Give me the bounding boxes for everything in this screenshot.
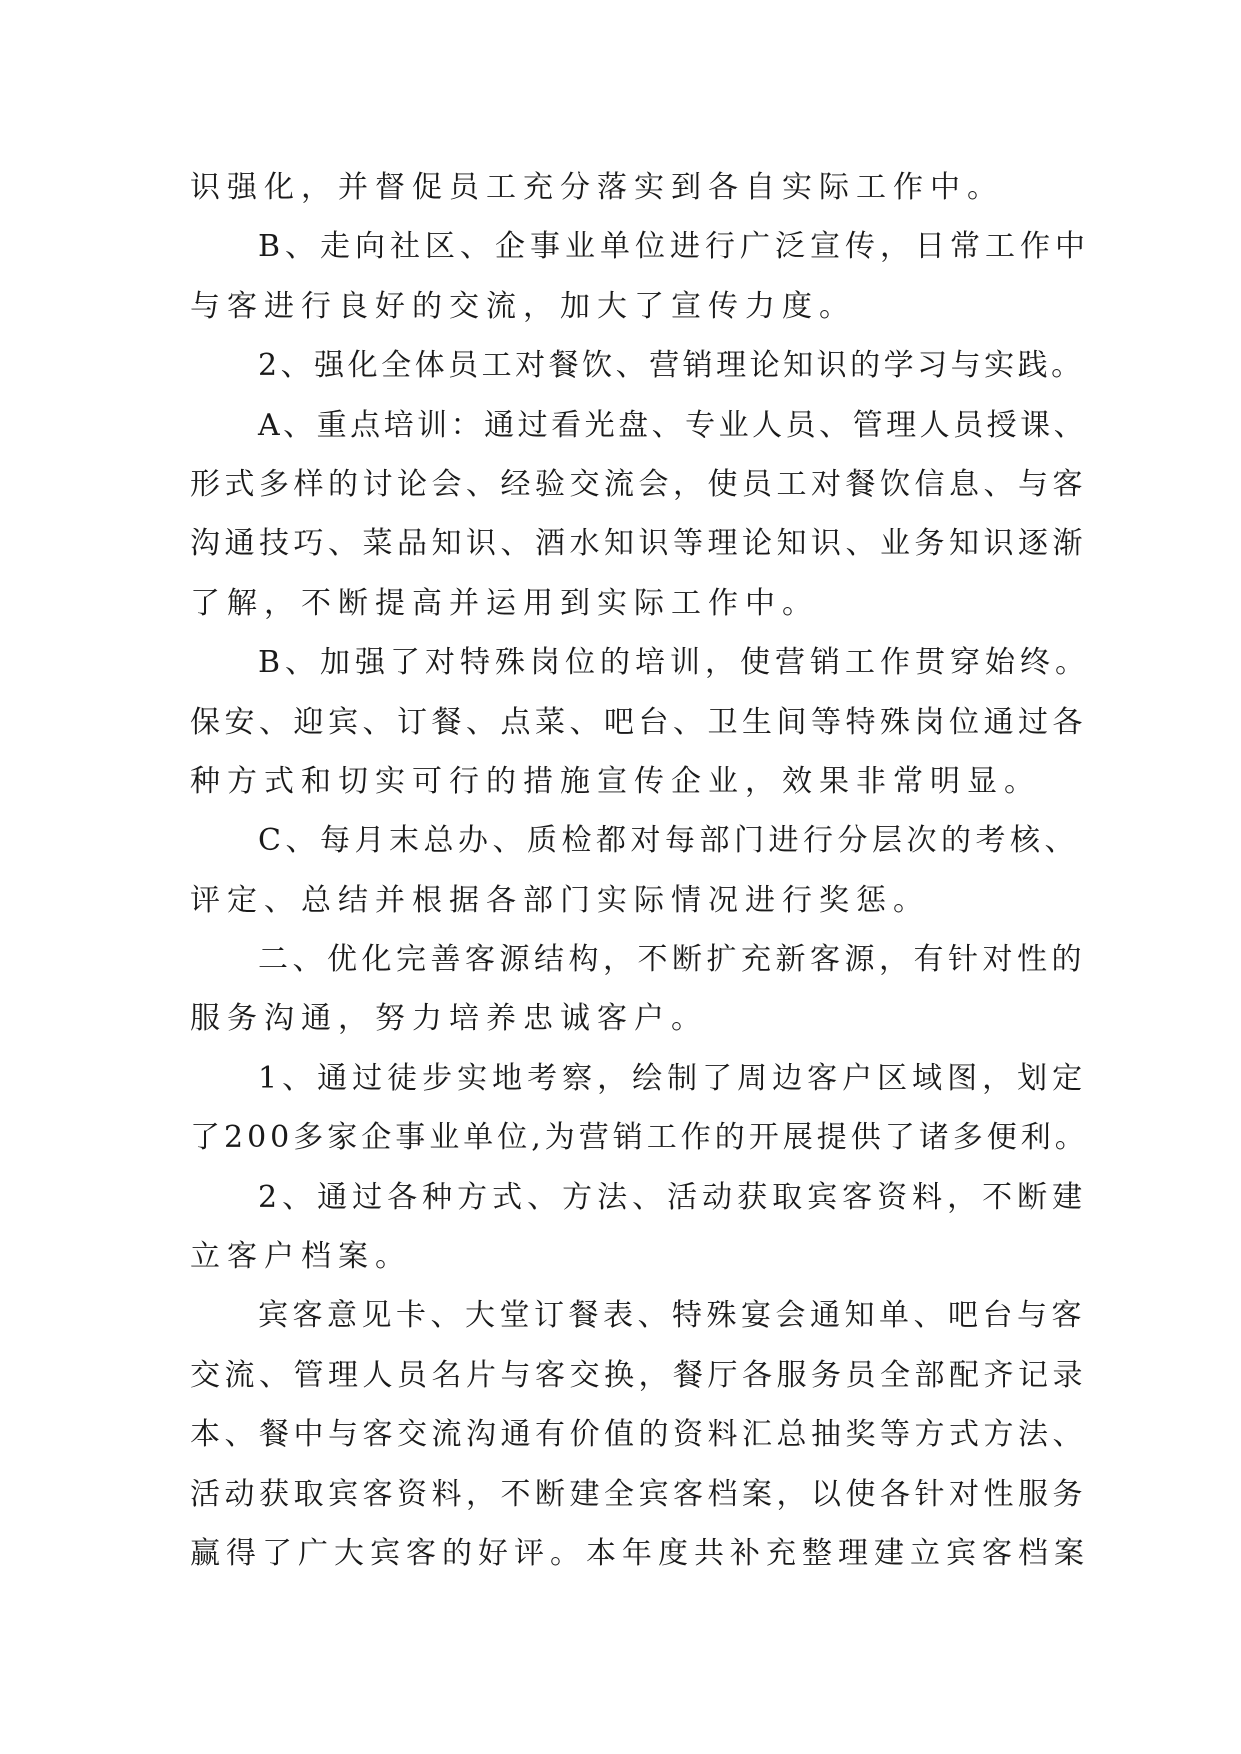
text-line: 沟通技巧、菜品知识、酒水知识等理论知识、业务知识逐渐 [190,526,1087,562]
text-line: 保安、迎宾、订餐、点菜、吧台、卫生间等特殊岗位通过各 [190,704,1087,740]
text-line: 识强化，并督促员工充分落实到各自实际工作中。 [190,170,1004,205]
text-line: B、加强了对特殊岗位的培训，使营销工作贯穿始终。 [258,645,1091,681]
text-line: 立客户档案。 [190,1239,412,1275]
text-line: 二、优化完善客源结构，不断扩充新客源，有针对性的 [258,942,1086,978]
text-line: 2、通过各种方式、方法、活动获取宾客资料，不断建 [258,1179,1088,1215]
text-line: 活动获取宾客资料，不断建全宾客档案，以使各针对性服务 [190,1476,1087,1512]
text-line: A、重点培训：通过看光盘、专业人员、管理人员授课、 [258,407,1088,443]
text-line: 了200多家企事业单位,为营销工作的开展提供了诸多便利。 [190,1120,1089,1156]
text-line: 1、通过徒步实地考察，绘制了周边客户区域图，划定 [258,1060,1088,1096]
text-line: 本、餐中与客交流沟通有价值的资料汇总抽奖等方式方法、 [190,1417,1087,1453]
text-line: 与客进行良好的交流，加大了宣传力度。 [190,288,856,324]
text-line: 服务沟通，努力培养忠诚客户。 [190,1001,708,1037]
text-line: 形式多样的讨论会、经验交流会，使员工对餐饮信息、与客 [190,466,1087,502]
text-line: 评定、总结并根据各部门实际情况进行奖惩。 [190,882,930,918]
text-line: B、走向社区、企事业单位进行广泛宣传，日常工作中 [258,229,1091,265]
body-text [190,158,1090,1583]
text-line: 宾客意见卡、大堂订餐表、特殊宴会通知单、吧台与客 [258,1298,1086,1334]
text-line: 种方式和切实可行的措施宣传企业，效果非常明显。 [190,763,1041,799]
text-line: C、每月末总办、质检都对每部门进行分层次的考核、 [258,823,1079,859]
text-line: 赢得了广大宾客的好评。本年度共补充整理建立宾客档案 [190,1535,1090,1571]
text-line: 2、强化全体员工对餐饮、营销理论知识的学习与实践。 [258,348,1085,384]
text-line: 交流、管理人员名片与客交换，餐厅各服务员全部配齐记录 [190,1357,1087,1393]
text-line: 了解，不断提高并运用到实际工作中。 [190,585,819,621]
